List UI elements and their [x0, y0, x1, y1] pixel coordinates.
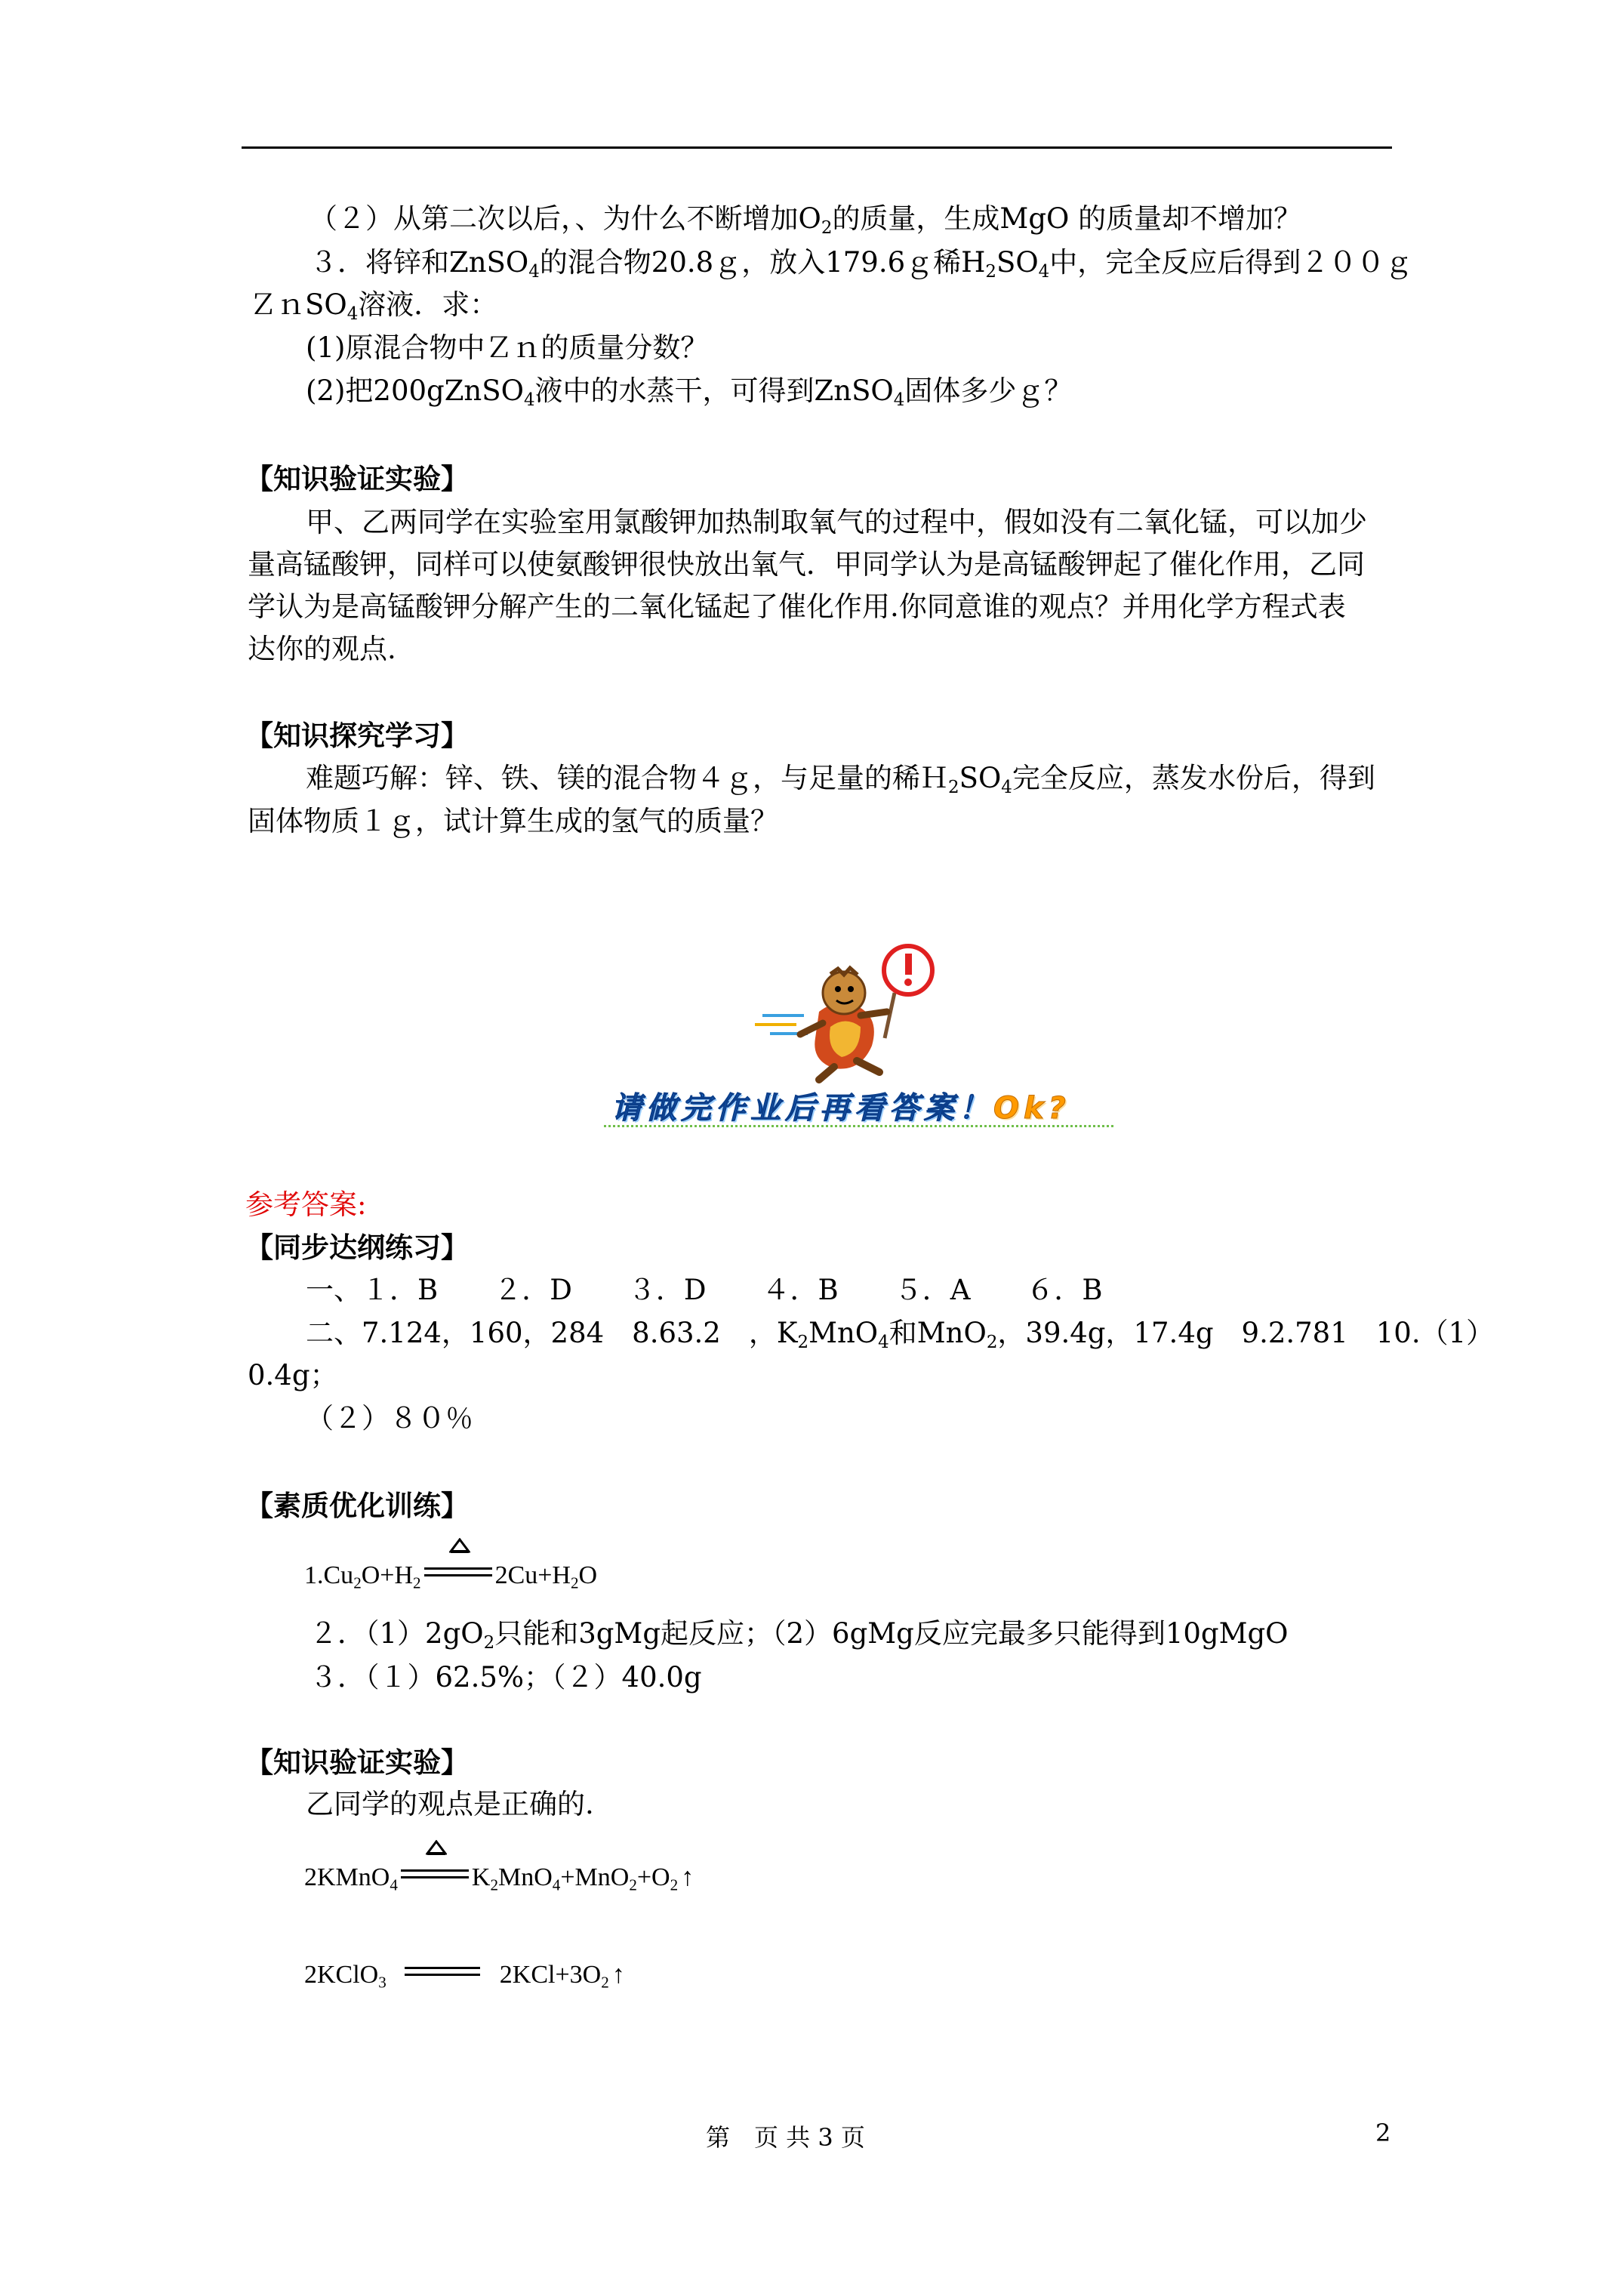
banner-ok-text: Ok?	[993, 1091, 1070, 1126]
paragraph-verification-3: 学认为是高锰酸钾分解产生的二氧化锰起了催化作用.你同意谁的观点？并用化学方程式表	[248, 590, 1346, 623]
reaction-equals-sign	[401, 1869, 469, 1878]
reaction-equals-sign	[405, 1967, 480, 1976]
gas-arrow-icon: ↑	[611, 1961, 625, 1989]
answers-part-2-2: （２）８０％	[306, 1402, 473, 1435]
section-heading-verification-answer: 【知识验证实验】	[245, 1746, 469, 1779]
paragraph-exploration-1: 难题巧解：锌、铁、镁的混合物４ｇ，与足量的稀$H_2SO_4$完全反应，蒸发水份后，得到	[306, 762, 1375, 797]
section-heading-quality: 【素质优化训练】	[245, 1489, 469, 1522]
reaction-equals-sign	[424, 1567, 492, 1576]
do-homework-banner	[604, 1081, 1113, 1127]
paragraph-verification-1: 甲、乙两同学在实验室用氯酸钾加热制取氧气的过程中，假如没有二氧化锰，可以加少	[306, 506, 1367, 538]
banner-main-text: 请做完作业后再看答案！	[611, 1091, 993, 1126]
page-number: 2	[1375, 2119, 1391, 2147]
heat-triangle-icon	[449, 1538, 470, 1553]
equation-cu2o-h2: $1.Cu_2O+H_2$ $2Cu+H_2O$	[304, 1561, 597, 1590]
heat-triangle-icon	[426, 1840, 447, 1855]
question-3-1: (1)原混合物中Ｚｎ的质量分数？	[306, 331, 709, 364]
answers-title: 参考答案:	[245, 1188, 367, 1221]
section-heading-exploration: 【知识探究学习】	[245, 719, 469, 752]
question-2-2: （２）从第二次以后，、为什么不断增加$O_2$的质量，生成MgO 的质量却不增加？	[310, 202, 1302, 238]
equation-kclo3: 2KClO$_3$ $2KCl+3O_2$ ↑	[304, 1961, 625, 1992]
answers-part-2: 二、7.124，160，284 8.63.2 ，$K_2MnO_4$和MnO$_2$，39.4g，17.4g 9.2.781 10.（1）	[306, 1317, 1495, 1352]
paragraph-verification-4: 达你的观点.	[248, 633, 396, 665]
question-3: ３．将锌和ZnSO$_4$的混合物20.8ｇ，放入179.6ｇ稀$H_2SO_4$中，完全反应后得到２００ｇ	[310, 246, 1413, 282]
paragraph-exploration-2: 固体物质１ｇ，试计算生成的氢气的质量？	[248, 805, 778, 837]
question-3-cont: ＺｎSO$_4$溶液．求：	[249, 288, 498, 324]
paragraph-verification-2: 量高锰酸钾，同样可以使氨酸钾很快放出氧气．甲同学认为是高锰酸钾起了催化作用，乙同	[248, 548, 1365, 581]
header-rule	[242, 146, 1392, 149]
running-kid-icon	[747, 940, 951, 1083]
answers-quality-2: ２．$(1)2gO_2$只能和3gMg起反应；（2）6gMg反应完最多只能得到10gMgO	[310, 1617, 1289, 1653]
answers-quality-3: ３．（１）62.5%；（２）40.0g	[310, 1661, 702, 1693]
question-3-2: (2)把200gZnSO$_4$液中的水蒸干，可得到ZnSO$_4$固体多少ｇ？	[306, 374, 1073, 410]
answers-part-2-cont: 0.4g；	[248, 1359, 338, 1391]
gas-arrow-icon: ↑	[681, 1863, 694, 1891]
answers-part-1: 一、１．B ２．D ３．D ４．B ５．A ６．B	[306, 1274, 1103, 1306]
answer-verification-text: 乙同学的观点是正确的.	[306, 1788, 594, 1820]
equation-kmno4: 2KMnO$_4$ $K_2MnO_4+MnO_2+O_2$ ↑	[304, 1863, 694, 1892]
page-footer: 第 页 共 3 页	[706, 2123, 865, 2152]
section-heading-practice: 【同步达纲练习】	[245, 1231, 469, 1264]
section-heading-verification: 【知识验证实验】	[245, 462, 469, 495]
